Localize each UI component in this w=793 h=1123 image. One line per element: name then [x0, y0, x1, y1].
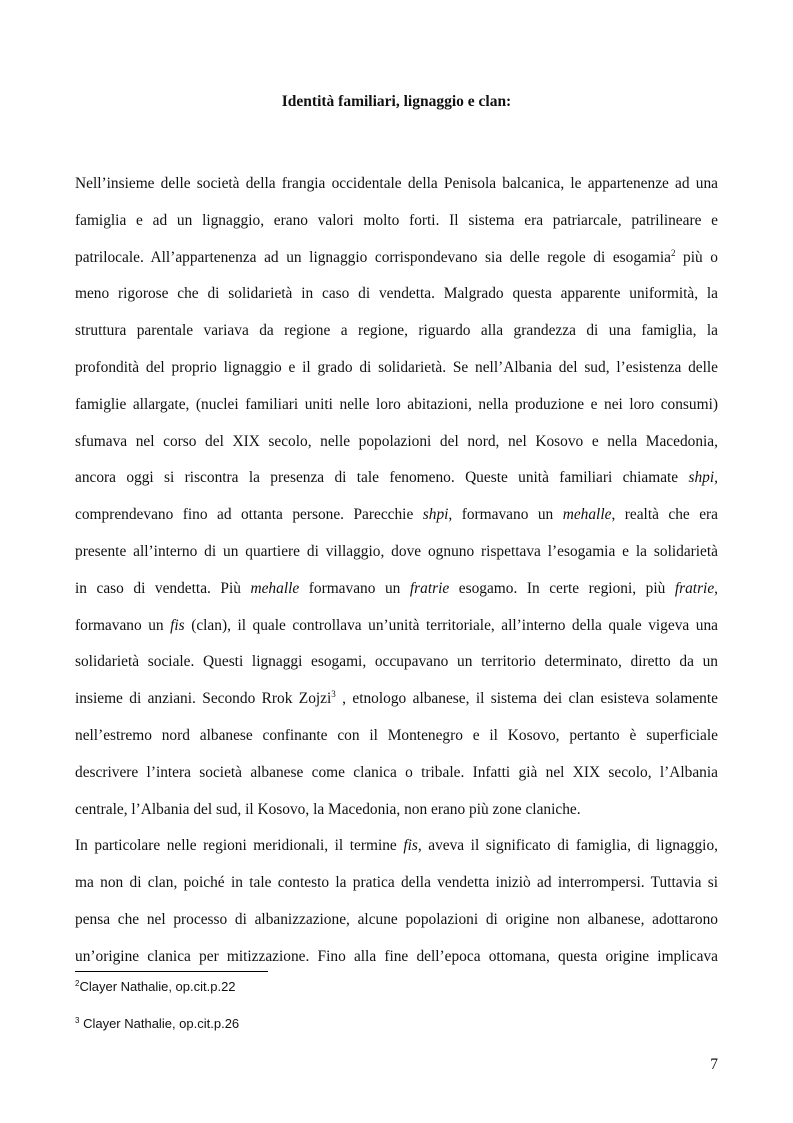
text-line: nell’estremo nord albanese confinante con il Montenegro e il Kosovo, pertanto è superficiale [75, 726, 718, 744]
text-line: in caso di vendetta. Più mehalle formavano un fratrie esogamo. In certe regioni, più fratrie, [75, 579, 719, 597]
text-line: famiglie allargate, (nuclei familiari uniti nelle loro abitazioni, nella produzione e nei loro consumi) [75, 395, 718, 413]
body-text [75, 166, 718, 976]
text-line: centrale, l’Albania del sud, il Kosovo, la Macedonia, non erano più zone claniche. [75, 800, 581, 818]
text-line: pensa che nel processo di albanizzazione, alcune popolazioni di origine non albanese, adottarono [75, 910, 718, 928]
text-line: ancora oggi si riscontra la presenza di tale fenomeno. Queste unità familiari chiamate shpi, [75, 469, 718, 487]
text-line: un’origine clanica per mitizzazione. Fino alla fine dell’epoca ottomana, questa origine implicava [75, 947, 718, 965]
text-line: meno rigorose che di solidarietà in caso di vendetta. Malgrado questa apparente uniformità, la [75, 285, 718, 303]
text-line: struttura parentale variava da regione a regione, riguardo alla grandezza di una famiglia, la [75, 322, 718, 340]
text-line: Nell’insieme delle società della frangia occidentale della Penisola balcanica, le appartenenze ad una [75, 175, 718, 192]
footnote-ref-2: 2 [670, 247, 676, 258]
section-title: Identità familiari, lignaggio e clan: [281, 93, 512, 110]
footnote: $^2$Clayer Nathalie, op.cit.p.22 [75, 979, 236, 994]
footnote-divider [75, 971, 268, 972]
text-line: profondità del proprio lignaggio e il grado di solidarietà. Se nell’Albania del sud, l’esistenza delle [75, 358, 718, 376]
text-line: descrivere l’intera società albanese come clanica o tribale. Infatti già nel XIX secolo, l’Albania [75, 763, 718, 781]
text-line: In particolare nelle regioni meridionali, il termine fis, aveva il significato di famiglia, di lignaggio, [75, 837, 718, 855]
footnote: $^3$ Clayer Nathalie, op.cit.p.26 [75, 1016, 240, 1031]
footnote-ref-3: 3 [331, 689, 336, 700]
text-line: comprendevano fino ad ottanta persone. Parecchie shpi, formavano un mehalle, realtà che era [75, 506, 718, 524]
text-line: patrilocale. All’appartenenza ad un lignaggio corrispondevano sia delle regole di esogamia$^2$ più o [75, 247, 718, 266]
text-line: formavano un fis (clan), il quale controllava un’unità territoriale, all’interno della quale vigeva una [75, 616, 718, 634]
text-line: famiglia e ad un lignaggio, erano valori molto forti. Il sistema era patriarcale, patrilineare e [75, 211, 718, 229]
text-line: insieme di anziani. Secondo Rrok Zojzi$^3$ , etnologo albanese, il sistema dei clan esisteva solamente [75, 689, 718, 708]
text-line: solidarietà sociale. Questi lignaggi esogami, occupavano un territorio determinato, diretto da un [75, 653, 718, 671]
page-number: 7 [710, 1056, 718, 1073]
text-line: presente all’interno di un quartiere di villaggio, dove ognuno rispettava l’esogamia e la solidarietà [75, 542, 718, 560]
text-line: ma non di clan, poiché in tale contesto la pratica della vendetta iniziò ad interrompersi. Tuttavia si [75, 874, 718, 892]
text-line: sfumava nel corso del XIX secolo, nelle popolazioni del nord, nel Kosovo e nella Macedonia, [75, 432, 718, 450]
